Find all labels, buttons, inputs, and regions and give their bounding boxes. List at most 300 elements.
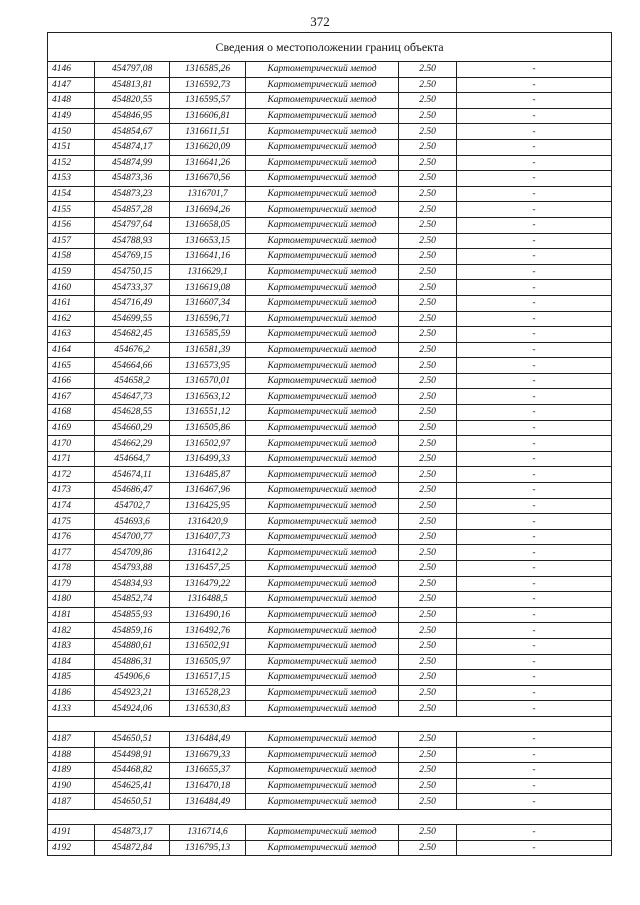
note: - [457,638,612,654]
table-row [48,731,612,747]
method: Картометрический метод [246,561,399,577]
table-row [48,358,612,374]
table-row [48,623,612,639]
x-coordinate: 454834,93 [95,576,170,592]
x-coordinate: 454873,17 [95,824,170,840]
table-row [48,794,612,810]
accuracy: 2.50 [399,217,457,233]
x-coordinate: 454859,16 [95,623,170,639]
y-coordinate: 1316563,12 [170,389,246,405]
point-number: 4191 [48,824,95,840]
x-coordinate: 454924,06 [95,701,170,717]
method: Картометрический метод [246,592,399,608]
accuracy: 2.50 [399,342,457,358]
accuracy: 2.50 [399,654,457,670]
y-coordinate: 1316607,34 [170,295,246,311]
y-coordinate: 1316795,13 [170,840,246,856]
accuracy: 2.50 [399,202,457,218]
note: - [457,77,612,93]
note: - [457,576,612,592]
x-coordinate: 454660,29 [95,420,170,436]
point-number: 4176 [48,529,95,545]
note: - [457,436,612,452]
method: Картометрический метод [246,405,399,421]
method: Картометрический метод [246,451,399,467]
x-coordinate: 454733,37 [95,280,170,296]
point-number: 4174 [48,498,95,514]
method: Картометрический метод [246,264,399,280]
point-number: 4184 [48,654,95,670]
note: - [457,794,612,810]
point-number: 4168 [48,405,95,421]
note: - [457,747,612,763]
table-row [48,186,612,202]
y-coordinate: 1316425,95 [170,498,246,514]
note: - [457,124,612,140]
y-coordinate: 1316714,6 [170,824,246,840]
table-row [48,747,612,763]
note: - [457,405,612,421]
table-row [48,249,612,265]
note: - [457,840,612,856]
point-number: 4146 [48,62,95,78]
point-number: 4181 [48,607,95,623]
note: - [457,592,612,608]
y-coordinate: 1316412,2 [170,545,246,561]
method: Картометрический метод [246,77,399,93]
note: - [457,202,612,218]
x-coordinate: 454769,15 [95,249,170,265]
y-coordinate: 1316670,56 [170,171,246,187]
x-coordinate: 454498,91 [95,747,170,763]
accuracy: 2.50 [399,529,457,545]
method: Картометрический метод [246,249,399,265]
point-number: 4166 [48,373,95,389]
table-row [48,389,612,405]
method: Картометрический метод [246,685,399,701]
y-coordinate: 1316581,39 [170,342,246,358]
note: - [457,295,612,311]
accuracy: 2.50 [399,155,457,171]
y-coordinate: 1316502,97 [170,436,246,452]
method: Картометрический метод [246,327,399,343]
point-number: 4154 [48,186,95,202]
method: Картометрический метод [246,171,399,187]
method: Картометрический метод [246,576,399,592]
accuracy: 2.50 [399,358,457,374]
point-number: 4160 [48,280,95,296]
method: Картометрический метод [246,217,399,233]
x-coordinate: 454468,82 [95,763,170,779]
table-row [48,701,612,717]
method: Картометрический метод [246,139,399,155]
x-coordinate: 454625,41 [95,778,170,794]
point-number: 4187 [48,731,95,747]
x-coordinate: 454846,95 [95,108,170,124]
x-coordinate: 454709,86 [95,545,170,561]
note: - [457,264,612,280]
table-row [48,638,612,654]
x-coordinate: 454628,55 [95,405,170,421]
x-coordinate: 454750,15 [95,264,170,280]
method: Картометрический метод [246,342,399,358]
y-coordinate: 1316653,15 [170,233,246,249]
method: Картометрический метод [246,280,399,296]
x-coordinate: 454855,93 [95,607,170,623]
x-coordinate: 454872,84 [95,840,170,856]
y-coordinate: 1316585,59 [170,327,246,343]
spacer-cell [48,716,612,731]
accuracy: 2.50 [399,451,457,467]
table-row [48,436,612,452]
x-coordinate: 454788,93 [95,233,170,249]
point-number: 4148 [48,93,95,109]
note: - [457,701,612,717]
accuracy: 2.50 [399,731,457,747]
y-coordinate: 1316655,37 [170,763,246,779]
table-row [48,295,612,311]
note: - [457,155,612,171]
accuracy: 2.50 [399,483,457,499]
x-coordinate: 454699,55 [95,311,170,327]
accuracy: 2.50 [399,545,457,561]
point-number: 4188 [48,747,95,763]
accuracy: 2.50 [399,561,457,577]
group-spacer [48,716,612,731]
point-number: 4182 [48,623,95,639]
table-row [48,373,612,389]
point-number: 4185 [48,670,95,686]
x-coordinate: 454797,64 [95,217,170,233]
accuracy: 2.50 [399,295,457,311]
accuracy: 2.50 [399,93,457,109]
x-coordinate: 454857,28 [95,202,170,218]
point-number: 4179 [48,576,95,592]
x-coordinate: 454873,23 [95,186,170,202]
y-coordinate: 1316573,95 [170,358,246,374]
table-header-row [48,33,612,62]
note: - [457,217,612,233]
note: - [457,498,612,514]
method: Картометрический метод [246,607,399,623]
y-coordinate: 1316499,33 [170,451,246,467]
point-number: 4158 [48,249,95,265]
point-number: 4156 [48,217,95,233]
table-row [48,139,612,155]
point-number: 4164 [48,342,95,358]
note: - [457,233,612,249]
x-coordinate: 454686,47 [95,483,170,499]
method: Картометрический метод [246,373,399,389]
note: - [457,623,612,639]
y-coordinate: 1316641,26 [170,155,246,171]
note: - [457,186,612,202]
x-coordinate: 454682,45 [95,327,170,343]
table-row [48,529,612,545]
point-number: 4152 [48,155,95,171]
table-row [48,217,612,233]
x-coordinate: 454650,51 [95,794,170,810]
y-coordinate: 1316488,5 [170,592,246,608]
y-coordinate: 1316641,16 [170,249,246,265]
x-coordinate: 454906,6 [95,670,170,686]
table-row [48,824,612,840]
accuracy: 2.50 [399,420,457,436]
table-row [48,77,612,93]
method: Картометрический метод [246,62,399,78]
table-row [48,592,612,608]
point-number: 4187 [48,794,95,810]
note: - [457,280,612,296]
method: Картометрический метод [246,778,399,794]
table-row [48,93,612,109]
accuracy: 2.50 [399,311,457,327]
point-number: 4153 [48,171,95,187]
note: - [457,778,612,794]
point-number: 4147 [48,77,95,93]
page-number: 372 [310,14,330,29]
y-coordinate: 1316490,16 [170,607,246,623]
method: Картометрический метод [246,623,399,639]
table-row [48,685,612,701]
method: Картометрический метод [246,529,399,545]
accuracy: 2.50 [399,249,457,265]
method: Картометрический метод [246,794,399,810]
table-row [48,62,612,78]
method: Картометрический метод [246,108,399,124]
x-coordinate: 454664,7 [95,451,170,467]
method: Картометрический метод [246,654,399,670]
x-coordinate: 454854,67 [95,124,170,140]
point-number: 4149 [48,108,95,124]
y-coordinate: 1316592,73 [170,77,246,93]
spacer-cell [48,809,612,824]
y-coordinate: 1316658,05 [170,217,246,233]
y-coordinate: 1316679,33 [170,747,246,763]
y-coordinate: 1316620,09 [170,139,246,155]
note: - [457,529,612,545]
table-row [48,171,612,187]
accuracy: 2.50 [399,327,457,343]
point-number: 4189 [48,763,95,779]
y-coordinate: 1316606,81 [170,108,246,124]
method: Картометрический метод [246,747,399,763]
y-coordinate: 1316619,08 [170,280,246,296]
y-coordinate: 1316517,15 [170,670,246,686]
x-coordinate: 454674,11 [95,467,170,483]
boundary-table [47,32,612,856]
method: Картометрический метод [246,763,399,779]
accuracy: 2.50 [399,514,457,530]
table-row [48,233,612,249]
accuracy: 2.50 [399,840,457,856]
table-row [48,264,612,280]
y-coordinate: 1316505,86 [170,420,246,436]
table-row [48,840,612,856]
accuracy: 2.50 [399,747,457,763]
point-number: 4151 [48,139,95,155]
method: Картометрический метод [246,93,399,109]
accuracy: 2.50 [399,124,457,140]
accuracy: 2.50 [399,62,457,78]
point-number: 4165 [48,358,95,374]
method: Картометрический метод [246,514,399,530]
accuracy: 2.50 [399,592,457,608]
x-coordinate: 454716,49 [95,295,170,311]
table-row [48,280,612,296]
note: - [457,249,612,265]
note: - [457,514,612,530]
accuracy: 2.50 [399,405,457,421]
x-coordinate: 454664,66 [95,358,170,374]
note: - [457,342,612,358]
accuracy: 2.50 [399,77,457,93]
method: Картометрический метод [246,436,399,452]
point-number: 4190 [48,778,95,794]
note: - [457,545,612,561]
point-number: 4192 [48,840,95,856]
x-coordinate: 454793,88 [95,561,170,577]
accuracy: 2.50 [399,794,457,810]
x-coordinate: 454886,31 [95,654,170,670]
table-row [48,763,612,779]
accuracy: 2.50 [399,670,457,686]
x-coordinate: 454658,2 [95,373,170,389]
table-row [48,202,612,218]
point-number: 4150 [48,124,95,140]
x-coordinate: 454693,6 [95,514,170,530]
y-coordinate: 1316484,49 [170,794,246,810]
table-row [48,670,612,686]
y-coordinate: 1316492,76 [170,623,246,639]
y-coordinate: 1316701,7 [170,186,246,202]
note: - [457,731,612,747]
y-coordinate: 1316551,12 [170,405,246,421]
note: - [457,171,612,187]
x-coordinate: 454813,81 [95,77,170,93]
note: - [457,62,612,78]
y-coordinate: 1316694,26 [170,202,246,218]
method: Картометрический метод [246,498,399,514]
method: Картометрический метод [246,545,399,561]
method: Картометрический метод [246,731,399,747]
note: - [457,654,612,670]
table-row [48,311,612,327]
table-row [48,405,612,421]
method: Картометрический метод [246,467,399,483]
y-coordinate: 1316629,1 [170,264,246,280]
note: - [457,607,612,623]
y-coordinate: 1316457,25 [170,561,246,577]
table-row [48,778,612,794]
table-row [48,607,612,623]
point-number: 4186 [48,685,95,701]
group-spacer [48,809,612,824]
point-number: 4170 [48,436,95,452]
point-number: 4177 [48,545,95,561]
table-row [48,420,612,436]
table-row [48,654,612,670]
x-coordinate: 454874,99 [95,155,170,171]
accuracy: 2.50 [399,638,457,654]
note: - [457,108,612,124]
accuracy: 2.50 [399,623,457,639]
x-coordinate: 454650,51 [95,731,170,747]
accuracy: 2.50 [399,186,457,202]
accuracy: 2.50 [399,685,457,701]
x-coordinate: 454662,29 [95,436,170,452]
accuracy: 2.50 [399,576,457,592]
note: - [457,327,612,343]
method: Картометрический метод [246,420,399,436]
accuracy: 2.50 [399,264,457,280]
point-number: 4178 [48,561,95,577]
x-coordinate: 454676,2 [95,342,170,358]
boundary-table-sheet [47,32,611,856]
x-coordinate: 454797,08 [95,62,170,78]
table-row [48,467,612,483]
x-coordinate: 454852,74 [95,592,170,608]
accuracy: 2.50 [399,763,457,779]
accuracy: 2.50 [399,171,457,187]
table-row [48,108,612,124]
table-row [48,514,612,530]
note: - [457,358,612,374]
accuracy: 2.50 [399,280,457,296]
table-row [48,483,612,499]
method: Картометрический метод [246,124,399,140]
point-number: 4180 [48,592,95,608]
point-number: 4159 [48,264,95,280]
note: - [457,139,612,155]
x-coordinate: 454820,55 [95,93,170,109]
point-number: 4175 [48,514,95,530]
accuracy: 2.50 [399,824,457,840]
point-number: 4133 [48,701,95,717]
point-number: 4172 [48,467,95,483]
accuracy: 2.50 [399,701,457,717]
note: - [457,389,612,405]
note: - [457,373,612,389]
point-number: 4169 [48,420,95,436]
y-coordinate: 1316595,57 [170,93,246,109]
note: - [457,467,612,483]
point-number: 4155 [48,202,95,218]
table-row [48,342,612,358]
accuracy: 2.50 [399,778,457,794]
point-number: 4157 [48,233,95,249]
method: Картометрический метод [246,483,399,499]
method: Картометрический метод [246,638,399,654]
x-coordinate: 454702,7 [95,498,170,514]
method: Картометрический метод [246,295,399,311]
point-number: 4183 [48,638,95,654]
method: Картометрический метод [246,186,399,202]
x-coordinate: 454923,21 [95,685,170,701]
x-coordinate: 454873,36 [95,171,170,187]
table-row [48,545,612,561]
table-title: Сведения о местоположении границ объекта [48,33,612,62]
y-coordinate: 1316484,49 [170,731,246,747]
accuracy: 2.50 [399,373,457,389]
x-coordinate: 454874,17 [95,139,170,155]
table-row [48,451,612,467]
point-number: 4161 [48,295,95,311]
y-coordinate: 1316420,9 [170,514,246,530]
method: Картометрический метод [246,311,399,327]
point-number: 4162 [48,311,95,327]
y-coordinate: 1316470,18 [170,778,246,794]
